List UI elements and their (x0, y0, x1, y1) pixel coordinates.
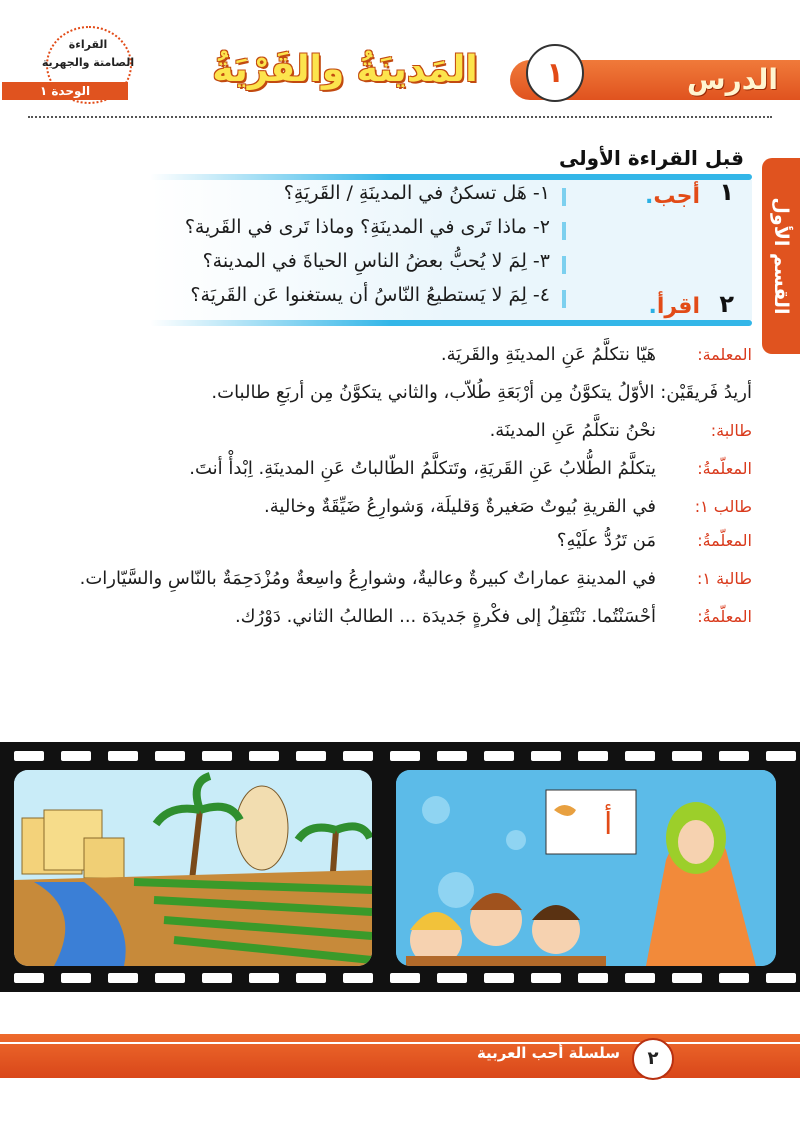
speaker-label: طالب ١ : (660, 492, 752, 522)
dialogue-text: في المدينةِ عماراتٌ كبيرةٌ وعاليةٌ، وشوارِعُ واسِعةٌ ومُزْدَحِمَةٌ بالنّاسِ والسَّيّارات. (79, 568, 656, 589)
speaker-label: المعلمة : (660, 340, 752, 370)
film-sprocket-hole (296, 751, 326, 761)
speaker-label: المعلّمةُ : (660, 526, 752, 556)
unit-label: الوحدة ١ (2, 82, 128, 100)
village-scene-image (14, 770, 372, 966)
speaker-label: طالبة : (660, 416, 752, 446)
series-title: سلسلة أحب العربية (476, 1044, 620, 1062)
film-sprocket-hole (155, 751, 185, 761)
dialogue-line-5 (34, 492, 752, 522)
film-sprocket-hole (531, 973, 561, 983)
lesson-number: ١ (526, 44, 584, 102)
film-sprocket-hole (484, 751, 514, 761)
film-sprocket-hole (672, 751, 702, 761)
section-label-read: اقرأ. (648, 294, 700, 319)
dialogue-text: أريدُ فَريقَيْن: الأوّلُ يتكوَّنُ مِن أرْبَعَةِ طُلاّب، والثاني يتكوَّنُ مِن أربَعِ طالبات. (211, 382, 752, 403)
dialogue-line-2 (34, 378, 752, 408)
svg-text:أ: أ (604, 807, 613, 842)
unit-badge-line1: القراءة (68, 38, 108, 51)
film-sprocket-hole (14, 973, 44, 983)
film-sprocket-hole (437, 751, 467, 761)
question-3: ٣- لِمَ لا يُحبُّ بعضُ الناسِ الحياةَ في المدينة؟ (70, 250, 550, 272)
film-sprocket-hole (249, 973, 279, 983)
film-sprocket-hole (202, 973, 232, 983)
film-sprocket-hole (390, 973, 420, 983)
dialogue-line-1 (34, 340, 752, 370)
dialogue-text: هَيّا نتكلَّمُ عَنِ المدينَةِ والقَريَة. (440, 344, 656, 365)
film-sprocket-hole (343, 751, 373, 761)
film-sprocket-hole (390, 751, 420, 761)
film-sprocket-hole (625, 751, 655, 761)
footer-bar (0, 1034, 800, 1078)
footer-stripe (0, 1042, 800, 1044)
dialogue-text: يتكلَّمُ الطُّلابُ عَنِ القَريَةِ، وتَتكلَّمُ الطّالباتُ عَنِ المدينَةِ. اِبْدأْ أنتَ. (189, 458, 656, 479)
film-sprocket-hole (61, 751, 91, 761)
classroom-illustration (396, 770, 776, 966)
speaker-label: المعلّمةُ : (660, 602, 752, 632)
speaker-label: المعلّمةُ : (660, 454, 752, 484)
film-sprocket-hole (578, 973, 608, 983)
dialogue-line-8 (34, 602, 752, 632)
dialogue (34, 340, 752, 632)
dialogue-line-6 (34, 526, 752, 556)
film-strip (0, 742, 800, 992)
film-sprocket-hole (249, 751, 279, 761)
dialogue-line-7 (34, 564, 752, 594)
film-sprocket-hole (202, 751, 232, 761)
lesson-title: المَدينَةُ والقَرْيَةُ (212, 49, 478, 90)
film-sprocket-hole (484, 973, 514, 983)
film-sprocket-hole (14, 751, 44, 761)
prereading-title: قبل القراءة الأولى (558, 146, 744, 170)
header-divider (28, 116, 772, 118)
dialogue-line-4 (34, 454, 752, 484)
section-number-1: ١ (719, 178, 734, 206)
section-label-answer-text: أجب (653, 184, 700, 209)
dialogue-text: نحْنُ نتكلَّمُ عَنِ المدينَة. (489, 420, 656, 441)
film-sprocket-hole (437, 973, 467, 983)
dialogue-text: أحْسَنْتُما. نَنْتَقِلُ إلى فكْرةٍ جَديدَة ... الطالبُ الثاني. دَوْرُك. (234, 606, 656, 627)
dialogue-text: مَن تَرُدُّ علَيْهِ؟ (556, 530, 656, 551)
section-number-2: ٢ (719, 290, 734, 318)
film-sprocket-hole (672, 973, 702, 983)
dialogue-text: في القريةِ بُيوتٌ صَغيرةٌ وَقليلَة، وَشوارِعُ ضَيِّقَةٌ وخالية. (264, 496, 656, 517)
side-tab-label: القسم الأول (770, 197, 792, 315)
question-1: ١- هَل تسكنُ في المدينَةِ / القَريَةِ؟ (70, 182, 550, 204)
question-2: ٢- ماذا تَرى في المدينَةِ؟ وماذا تَرى في القَرية؟ (70, 216, 550, 238)
film-sprocket-hole (108, 751, 138, 761)
film-sprocket-hole (578, 751, 608, 761)
film-sprocket-hole (719, 751, 749, 761)
lesson-word: الدرس (686, 63, 778, 96)
dialogue-line-3 (34, 416, 752, 446)
film-sprocket-hole (296, 973, 326, 983)
section-label-read-text: اقرأ (656, 294, 700, 319)
film-sprocket-hole (766, 973, 796, 983)
film-sprocket-hole (531, 751, 561, 761)
film-sprocket-hole (766, 751, 796, 761)
film-sprocket-hole (719, 973, 749, 983)
question-4: ٤- لِمَ لا يَستطيعُ النّاسُ أن يستغنوا عَن القَريَة؟ (70, 284, 550, 306)
prereading-bottom-rule (150, 320, 752, 326)
film-sprocket-hole (343, 973, 373, 983)
film-sprocket-hole (625, 973, 655, 983)
page-number: ٢ (632, 1038, 674, 1080)
section-label-answer: أجب. (644, 184, 700, 209)
film-sprocket-hole (108, 973, 138, 983)
unit-badge-line2: الصامتة والجهرية (41, 56, 135, 69)
film-sprocket-hole (155, 973, 185, 983)
section-side-tab (762, 158, 800, 354)
film-sprocket-hole (61, 973, 91, 983)
village-illustration (14, 770, 372, 966)
speaker-label: طالبة ١ : (660, 564, 752, 594)
classroom-scene-image (396, 770, 776, 966)
